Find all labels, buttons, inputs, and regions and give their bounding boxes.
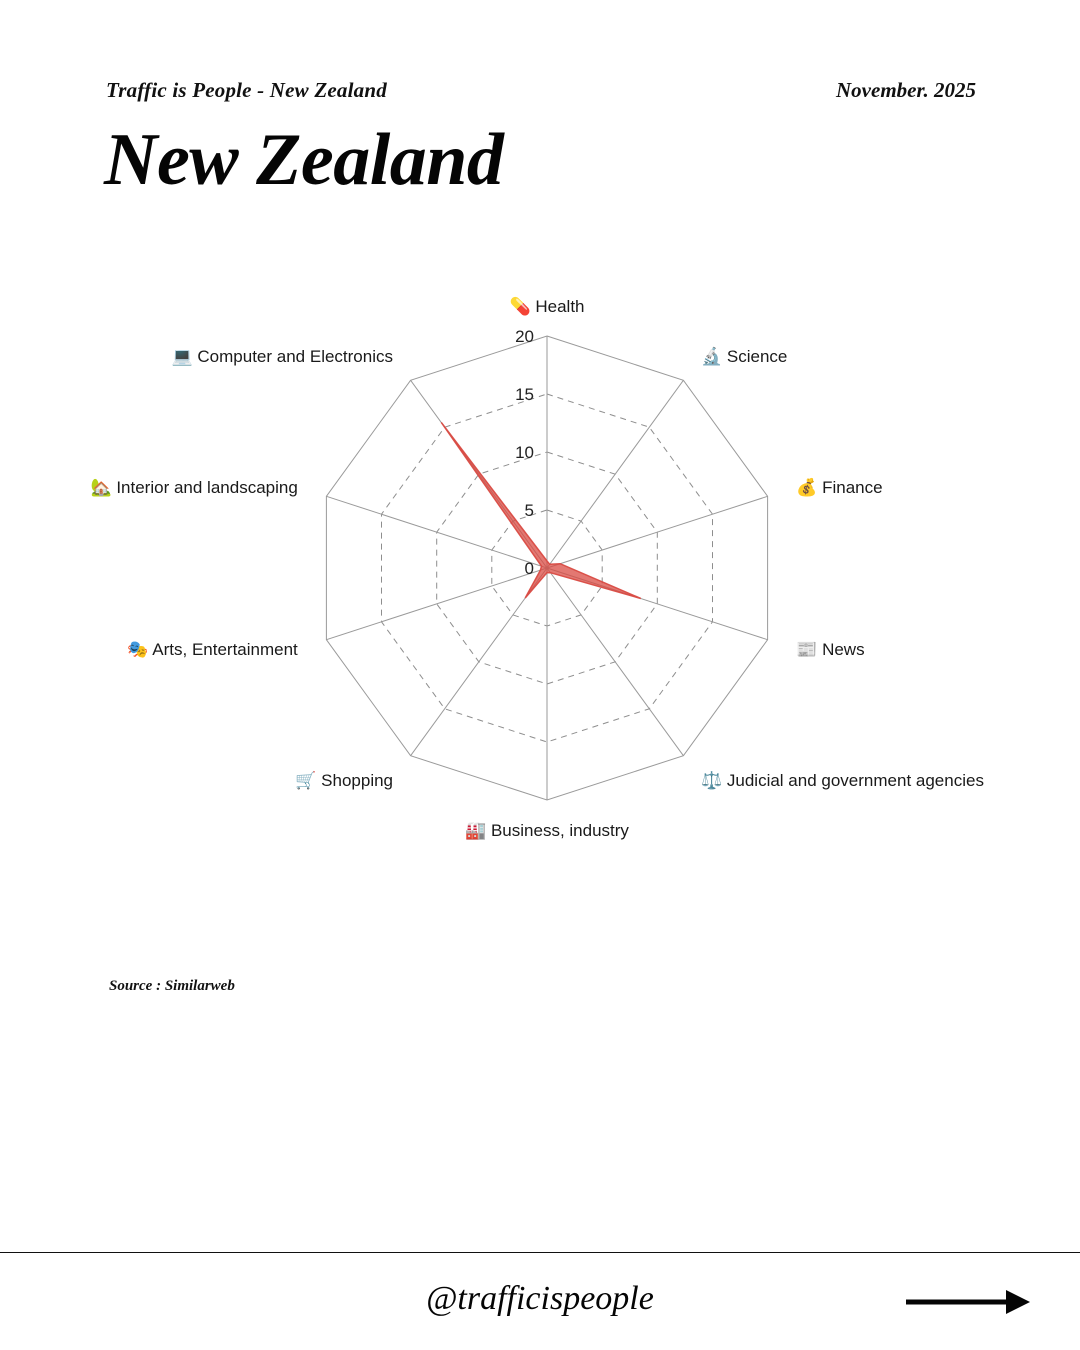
arrow-right-icon — [902, 1282, 1032, 1322]
source-note: Source : Similarweb — [109, 978, 235, 994]
svg-text:🛒 Shopping: 🛒 Shopping — [295, 771, 393, 790]
svg-text:10: 10 — [515, 443, 534, 462]
svg-text:💊 Health: 💊 Health — [509, 297, 585, 316]
svg-text:💻 Computer and Electronics: 💻 Computer and Electronics — [171, 347, 393, 366]
svg-text:📰 News: 📰 News — [796, 640, 865, 659]
svg-text:🎭 Arts, Entertainment: 🎭 Arts, Entertainment — [127, 640, 298, 659]
radar-chart — [80, 270, 1000, 870]
svg-text:💰 Finance: 💰 Finance — [796, 478, 883, 497]
header-date: November. 2025 — [836, 78, 976, 102]
header-kicker: Traffic is People - New Zealand — [106, 78, 387, 102]
svg-text:🏭 Business, industry: 🏭 Business, industry — [465, 821, 629, 840]
page-title: New Zealand — [104, 119, 504, 201]
footer-divider — [0, 1252, 1080, 1253]
footer-handle: @trafficispeople — [426, 1280, 654, 1317]
svg-text:5: 5 — [524, 501, 534, 520]
svg-text:⚖️ Judicial and government age: ⚖️ Judicial and government agencies — [701, 771, 984, 790]
svg-text:15: 15 — [515, 385, 534, 404]
svg-text:🏡 Interior and landscaping: 🏡 Interior and landscaping — [90, 478, 298, 497]
svg-text:🔬 Science: 🔬 Science — [701, 347, 788, 366]
svg-text:0: 0 — [524, 559, 534, 578]
svg-text:20: 20 — [515, 327, 534, 346]
radar-chart-svg — [80, 270, 1000, 870]
